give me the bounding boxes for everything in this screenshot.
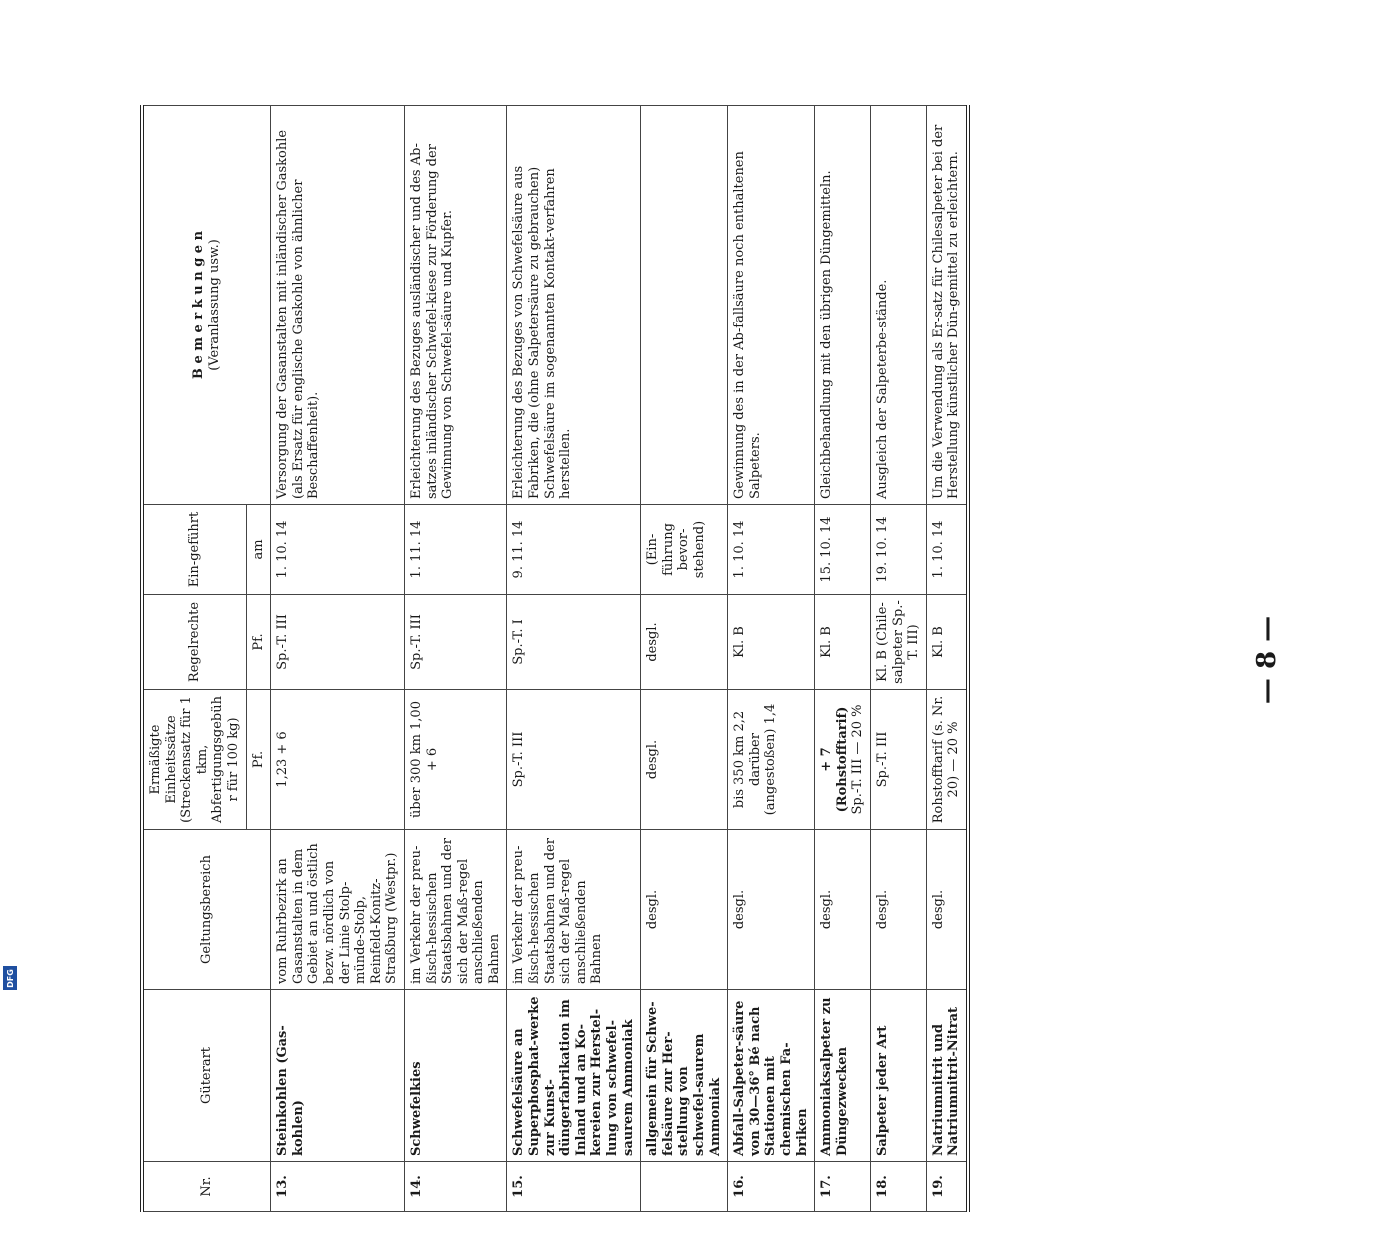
header-bemerkungen: B e m e r k u n g e n (Veranlassung usw.) — [142, 106, 271, 505]
header-row — [142, 106, 246, 1212]
table-row — [926, 106, 968, 1212]
row-scope: im Verkehr der preu-ßisch-hessischen Staatsbahnen und der sich der Maß-regel anschließenden Bahnen — [404, 830, 507, 990]
row-nr: 18. — [870, 1162, 926, 1212]
row-regel: Kl. B — [926, 595, 968, 690]
row-scope: im Verkehr der preu-ßisch-hessischen Staatsbahnen und der sich der Maß-regel anschließenden Bahnen — [507, 830, 641, 990]
row-date: 9. 11. 14 — [507, 505, 641, 595]
row-remark: Versorgung der Gasanstalten mit inländischer Gaskohle (als Ersatz für englische Gaskohle von ähnlicher Beschaffenheit). — [271, 106, 405, 505]
row-date: 19. 10. 14 — [870, 505, 926, 595]
row-good: Schwefelsäure an Superphosphat-werke zur Kunst-düngerfabrikation im Inland und an Ko-kereien zur Herstel-lung von schwefel-saurem Ammoniak — [507, 990, 641, 1162]
header-am: am — [246, 505, 271, 595]
row-regel: Sp.-T. III — [404, 595, 507, 690]
row-nr: 16. — [728, 1162, 815, 1212]
row-remark: Gewinnung des in der Ab-fallsäure noch enthaltenen Salpeters. — [728, 106, 815, 505]
row-nr: 19. — [926, 1162, 968, 1212]
table-row — [728, 106, 815, 1212]
header-eingefuehrt: Ein-geführt — [142, 505, 246, 595]
dfg-logo: DFG — [3, 966, 17, 990]
header-ermaessigte: Ermäßigte Einheitssätze (Streckensatz für 1 tkm, Abfertigungsgebühr für 100 kg) — [142, 690, 246, 830]
row-ermaessigt: bis 350 km 2,2 darüber (angestoßen) 1,4 — [728, 690, 815, 830]
row-ermaessigt: 1,23 + 6 — [271, 690, 405, 830]
row-ermaessigt: über 300 km 1,00 + 6 — [404, 690, 507, 830]
row-good: Natriumnitrit und Natriumnitrit-Nitrat — [926, 990, 968, 1162]
header-regelrechte: Regelrechte — [142, 595, 246, 690]
row-scope: desgl. — [926, 830, 968, 990]
row-scope: desgl. — [815, 830, 871, 990]
row-date: 1. 10. 14 — [271, 505, 405, 595]
row-ermaessigt: Sp.-T. III — [870, 690, 926, 830]
rohstofftarif-brace: + 7 (Rohstofftarif) — [819, 706, 850, 813]
row-ermaessigt-cell — [815, 690, 871, 830]
row-ermaessigt: Sp.-T. III — 20 % — [850, 704, 866, 815]
page-number: — 8 — — [1252, 615, 1282, 705]
row-regel: Kl. B — [728, 595, 815, 690]
row-nr: 17. — [815, 1162, 871, 1212]
row-good: Abfall-Salpeter-säure von 30—36° Bé nach Stationen mit chemischen Fa-briken — [728, 990, 815, 1162]
table-row — [870, 106, 926, 1212]
row-nr: 13. — [271, 1162, 405, 1212]
row-good: Ammoniaksalpeter zu Düngezwecken — [815, 990, 871, 1162]
row-date: 1. 10. 14 — [728, 505, 815, 595]
header-geltungsbereich: Geltungsbereich — [142, 830, 271, 990]
tariff-table — [140, 105, 970, 1212]
header-pf-2: Pf. — [246, 595, 271, 690]
document-page — [40, 80, 1343, 1240]
table-row — [404, 106, 507, 1212]
table-row — [271, 106, 405, 1212]
row-date: 1. 10. 14 — [926, 505, 968, 595]
row-good: allgemein für Schwe-felsäure zur Her-stellung von schwefel-saurem Ammoniak — [641, 990, 728, 1162]
row-regel: Sp.-T. III — [271, 595, 405, 690]
row-regel: Sp.-T. I — [507, 595, 641, 690]
row-remark: Gleichbehandlung mit den übrigen Düngemitteln. — [815, 106, 871, 505]
row-remark: Erleichterung des Bezuges ausländischer und des Ab-satzes inländischer Schwefel-kiese zur Förderung der Gewinnung von Schwefel-säure und Kupfer. — [404, 106, 507, 505]
row-scope: vom Ruhrbezirk an Gasanstalten in dem Gebiet an und östlich bezw. nördlich von der Linie Stolp-münde-Stolp, Reinfeld-Konitz-Straßburg (Westpr.) — [271, 830, 405, 990]
row-good: Salpeter jeder Art — [870, 990, 926, 1162]
row-remark — [641, 106, 728, 505]
row-good: Schwefelkies — [404, 990, 507, 1162]
row-ermaessigt: Sp.-T. III — [507, 690, 641, 830]
row-regel: desgl. — [641, 595, 728, 690]
header-pf-1: Pf. — [246, 690, 271, 830]
row-ermaessigt: Rohstofftarif (s. Nr. 20) — 20 % — [926, 690, 968, 830]
row-ermaessigt: desgl. — [641, 690, 728, 830]
header-gueterart: Güterart — [142, 990, 271, 1162]
row-remark: Ausgleich der Salpeterbe-stände. — [870, 106, 926, 505]
row-nr: 15. — [507, 1162, 641, 1212]
table-row — [815, 106, 871, 1212]
row-scope: desgl. — [728, 830, 815, 990]
table-row — [641, 106, 728, 1212]
row-remark: Erleichterung des Bezuges von Schwefelsäure aus Fabriken, die (ohne Salpetersäure zu gebrauchen) Schwefelsäure im sogenannten Kontakt-verfahren herstellen. — [507, 106, 641, 505]
row-date: (Ein-führung bevor-stehend) — [641, 505, 728, 595]
row-scope: desgl. — [870, 830, 926, 990]
row-remark: Um die Verwendung als Er-satz für Chilesalpeter bei der Herstellung künstlicher Dün-gemittel zu erleichtern. — [926, 106, 968, 505]
row-nr: 14. — [404, 1162, 507, 1212]
row-good: Steinkohlen (Gas-kohlen) — [271, 990, 405, 1162]
row-nr — [641, 1162, 728, 1212]
table-row — [507, 106, 641, 1212]
row-date: 15. 10. 14 — [815, 505, 871, 595]
header-nr: Nr. — [142, 1162, 271, 1212]
row-scope: desgl. — [641, 830, 728, 990]
row-date: 1. 11. 14 — [404, 505, 507, 595]
row-regel: Kl. B (Chile-salpeter Sp.-T. III) — [870, 595, 926, 690]
row-regel: Kl. B — [815, 595, 871, 690]
